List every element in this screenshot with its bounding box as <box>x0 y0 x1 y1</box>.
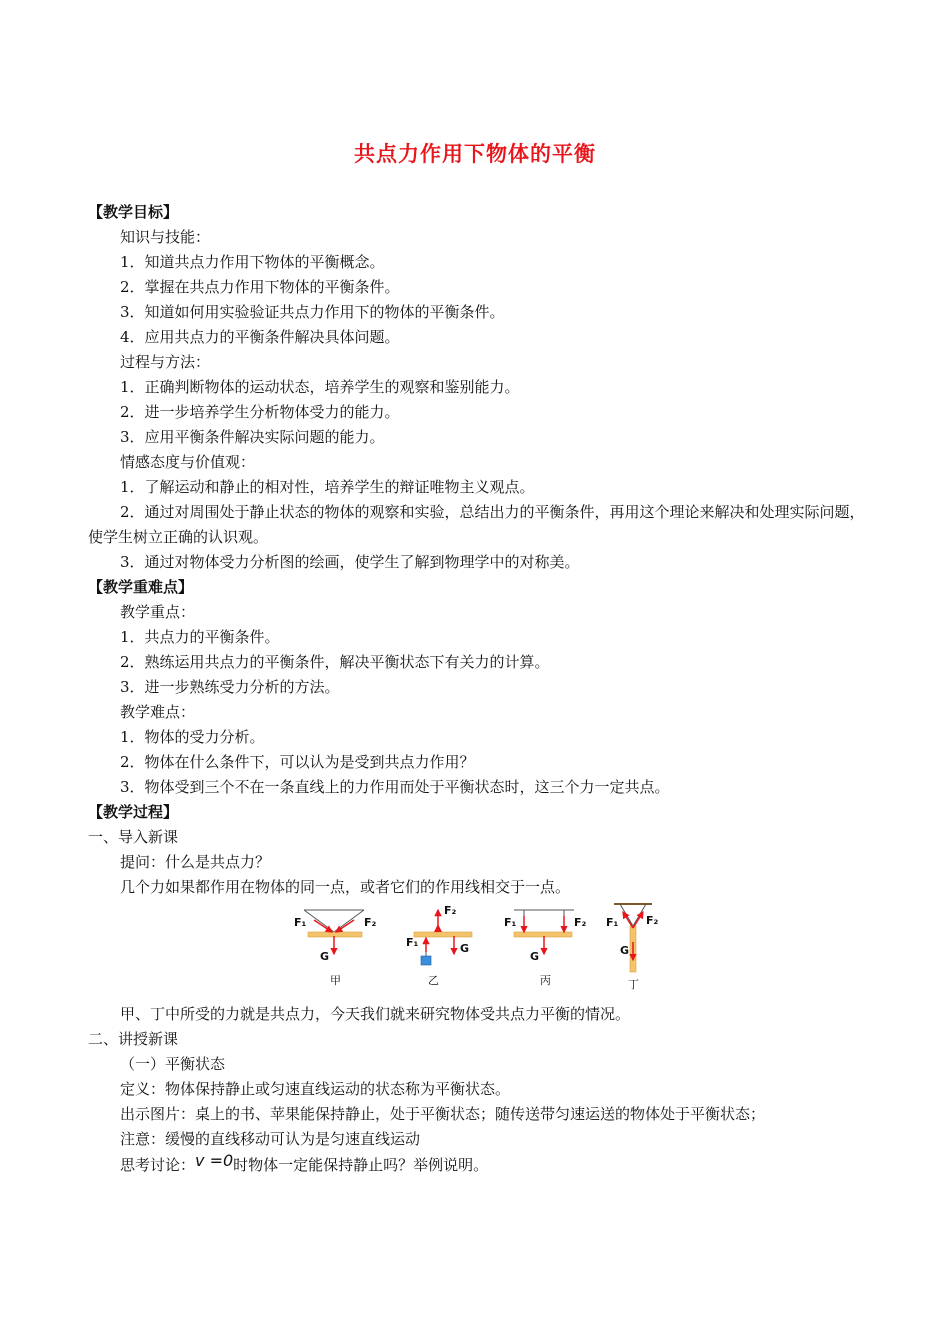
list-item: 2．物体在什么条件下，可以认为是受到共点力作用？ <box>120 753 475 771</box>
list-item: 3．通过对物体受力分析图的绘画，使学生了解到物理学中的对称美。 <box>120 553 580 571</box>
diagram-jia <box>294 910 377 987</box>
list-item: 2．熟练运用共点力的平衡条件，解决平衡状态下有关力的计算。 <box>120 653 550 671</box>
diagram-ding <box>606 904 659 991</box>
list-item: 3．应用平衡条件解决实际问题的能力。 <box>120 428 385 446</box>
list-item-wrapped: 2．通过对周围处于静止状态的物体的观察和实验，总结出力的平衡条件，再用这个理论来解决和处理实际问题，使学生树立正确的认识观。 <box>88 503 865 546</box>
label-g: G <box>460 942 470 955</box>
label-f1: F₁ <box>504 916 517 929</box>
list-item: 3．进一步熟练受力分析的方法。 <box>120 678 340 696</box>
caption-ding: 丁 <box>628 978 639 991</box>
section-title-intro: 一、导入新课 <box>88 828 179 846</box>
section-title-lecture: 二、讲授新课 <box>88 1030 179 1048</box>
section-heading-process: 【教学过程】 <box>88 803 179 821</box>
question-text: 提问：什么是共点力？ <box>120 853 271 871</box>
label-f1: F₁ <box>294 916 307 929</box>
caption-yi: 乙 <box>428 974 439 987</box>
subheading-key: 教学重点： <box>120 603 196 621</box>
document-body <box>88 200 868 1177</box>
section-heading-key-points: 【教学重难点】 <box>88 578 194 596</box>
examples-text: 出示图片：桌上的书、苹果能保持静止，处于平衡状态；随传送带匀速运送的物体处于平衡状态； <box>120 1105 766 1123</box>
list-item: 1．共点力的平衡条件。 <box>120 628 280 646</box>
list-item: 1．了解运动和静止的相对性，培养学生的辩证唯物主义观点。 <box>120 478 535 496</box>
force-diagrams-figure <box>88 900 868 1002</box>
section-heading-goals: 【教学目标】 <box>88 203 179 221</box>
label-f2: F₂ <box>574 916 587 929</box>
figure-note: 甲、丁中所受的力就是共点力，今天我们就来研究物体受共点力平衡的情况。 <box>120 1005 631 1023</box>
definition-text: 定义：物体保持静止或匀速直线运动的状态称为平衡状态。 <box>120 1080 511 1098</box>
label-f1: F₁ <box>406 936 419 949</box>
discussion-suffix: 时物体一定能保持静止吗？举例说明。 <box>233 1156 489 1174</box>
discussion-prefix: 思考讨论： <box>120 1156 196 1174</box>
list-item: 3．知道如何用实验验证共点力作用下的物体的平衡条件。 <box>120 303 505 321</box>
label-g: G <box>320 950 330 963</box>
note-text: 注意：缓慢的直线移动可认为是匀速直线运动 <box>120 1130 421 1148</box>
label-f1: F₁ <box>606 916 619 929</box>
list-item: 2．掌握在共点力作用下物体的平衡条件。 <box>120 278 400 296</box>
document-title: 共点力作用下物体的平衡 <box>354 142 596 166</box>
velocity-formula: v =0 <box>195 1151 234 1170</box>
subheading-difficult: 教学难点： <box>120 703 196 721</box>
diagram-yi <box>406 904 472 987</box>
label-f2: F₂ <box>646 914 659 927</box>
caption-bing: 丙 <box>540 974 551 987</box>
caption-jia: 甲 <box>330 974 341 987</box>
list-item: 2．进一步培养学生分析物体受力的能力。 <box>120 403 400 421</box>
subheading-process: 过程与方法： <box>120 353 211 371</box>
force-diagrams-svg <box>286 902 706 998</box>
list-item: 1．知道共点力作用下物体的平衡概念。 <box>120 253 385 271</box>
subheading-emotion: 情感态度与价值观： <box>120 453 256 471</box>
answer-text: 几个力如果都作用在物体的同一点，或者它们的作用线相交于一点。 <box>120 878 571 896</box>
label-g: G <box>620 944 630 957</box>
discussion-line <box>88 1152 868 1177</box>
list-item: 1．物体的受力分析。 <box>120 728 265 746</box>
list-item: 1．正确判断物体的运动状态，培养学生的观察和鉴别能力。 <box>120 378 520 396</box>
diagram-bing <box>504 910 587 987</box>
subsection-title: （一）平衡状态 <box>120 1055 226 1073</box>
subheading-knowledge: 知识与技能： <box>120 228 211 246</box>
label-f2: F₂ <box>364 916 377 929</box>
label-g: G <box>530 950 540 963</box>
label-f2: F₂ <box>444 904 457 917</box>
list-item: 4．应用共点力的平衡条件解决具体问题。 <box>120 328 400 346</box>
list-item: 3．物体受到三个不在一条直线上的力作用而处于平衡状态时，这三个力一定共点。 <box>120 778 670 796</box>
